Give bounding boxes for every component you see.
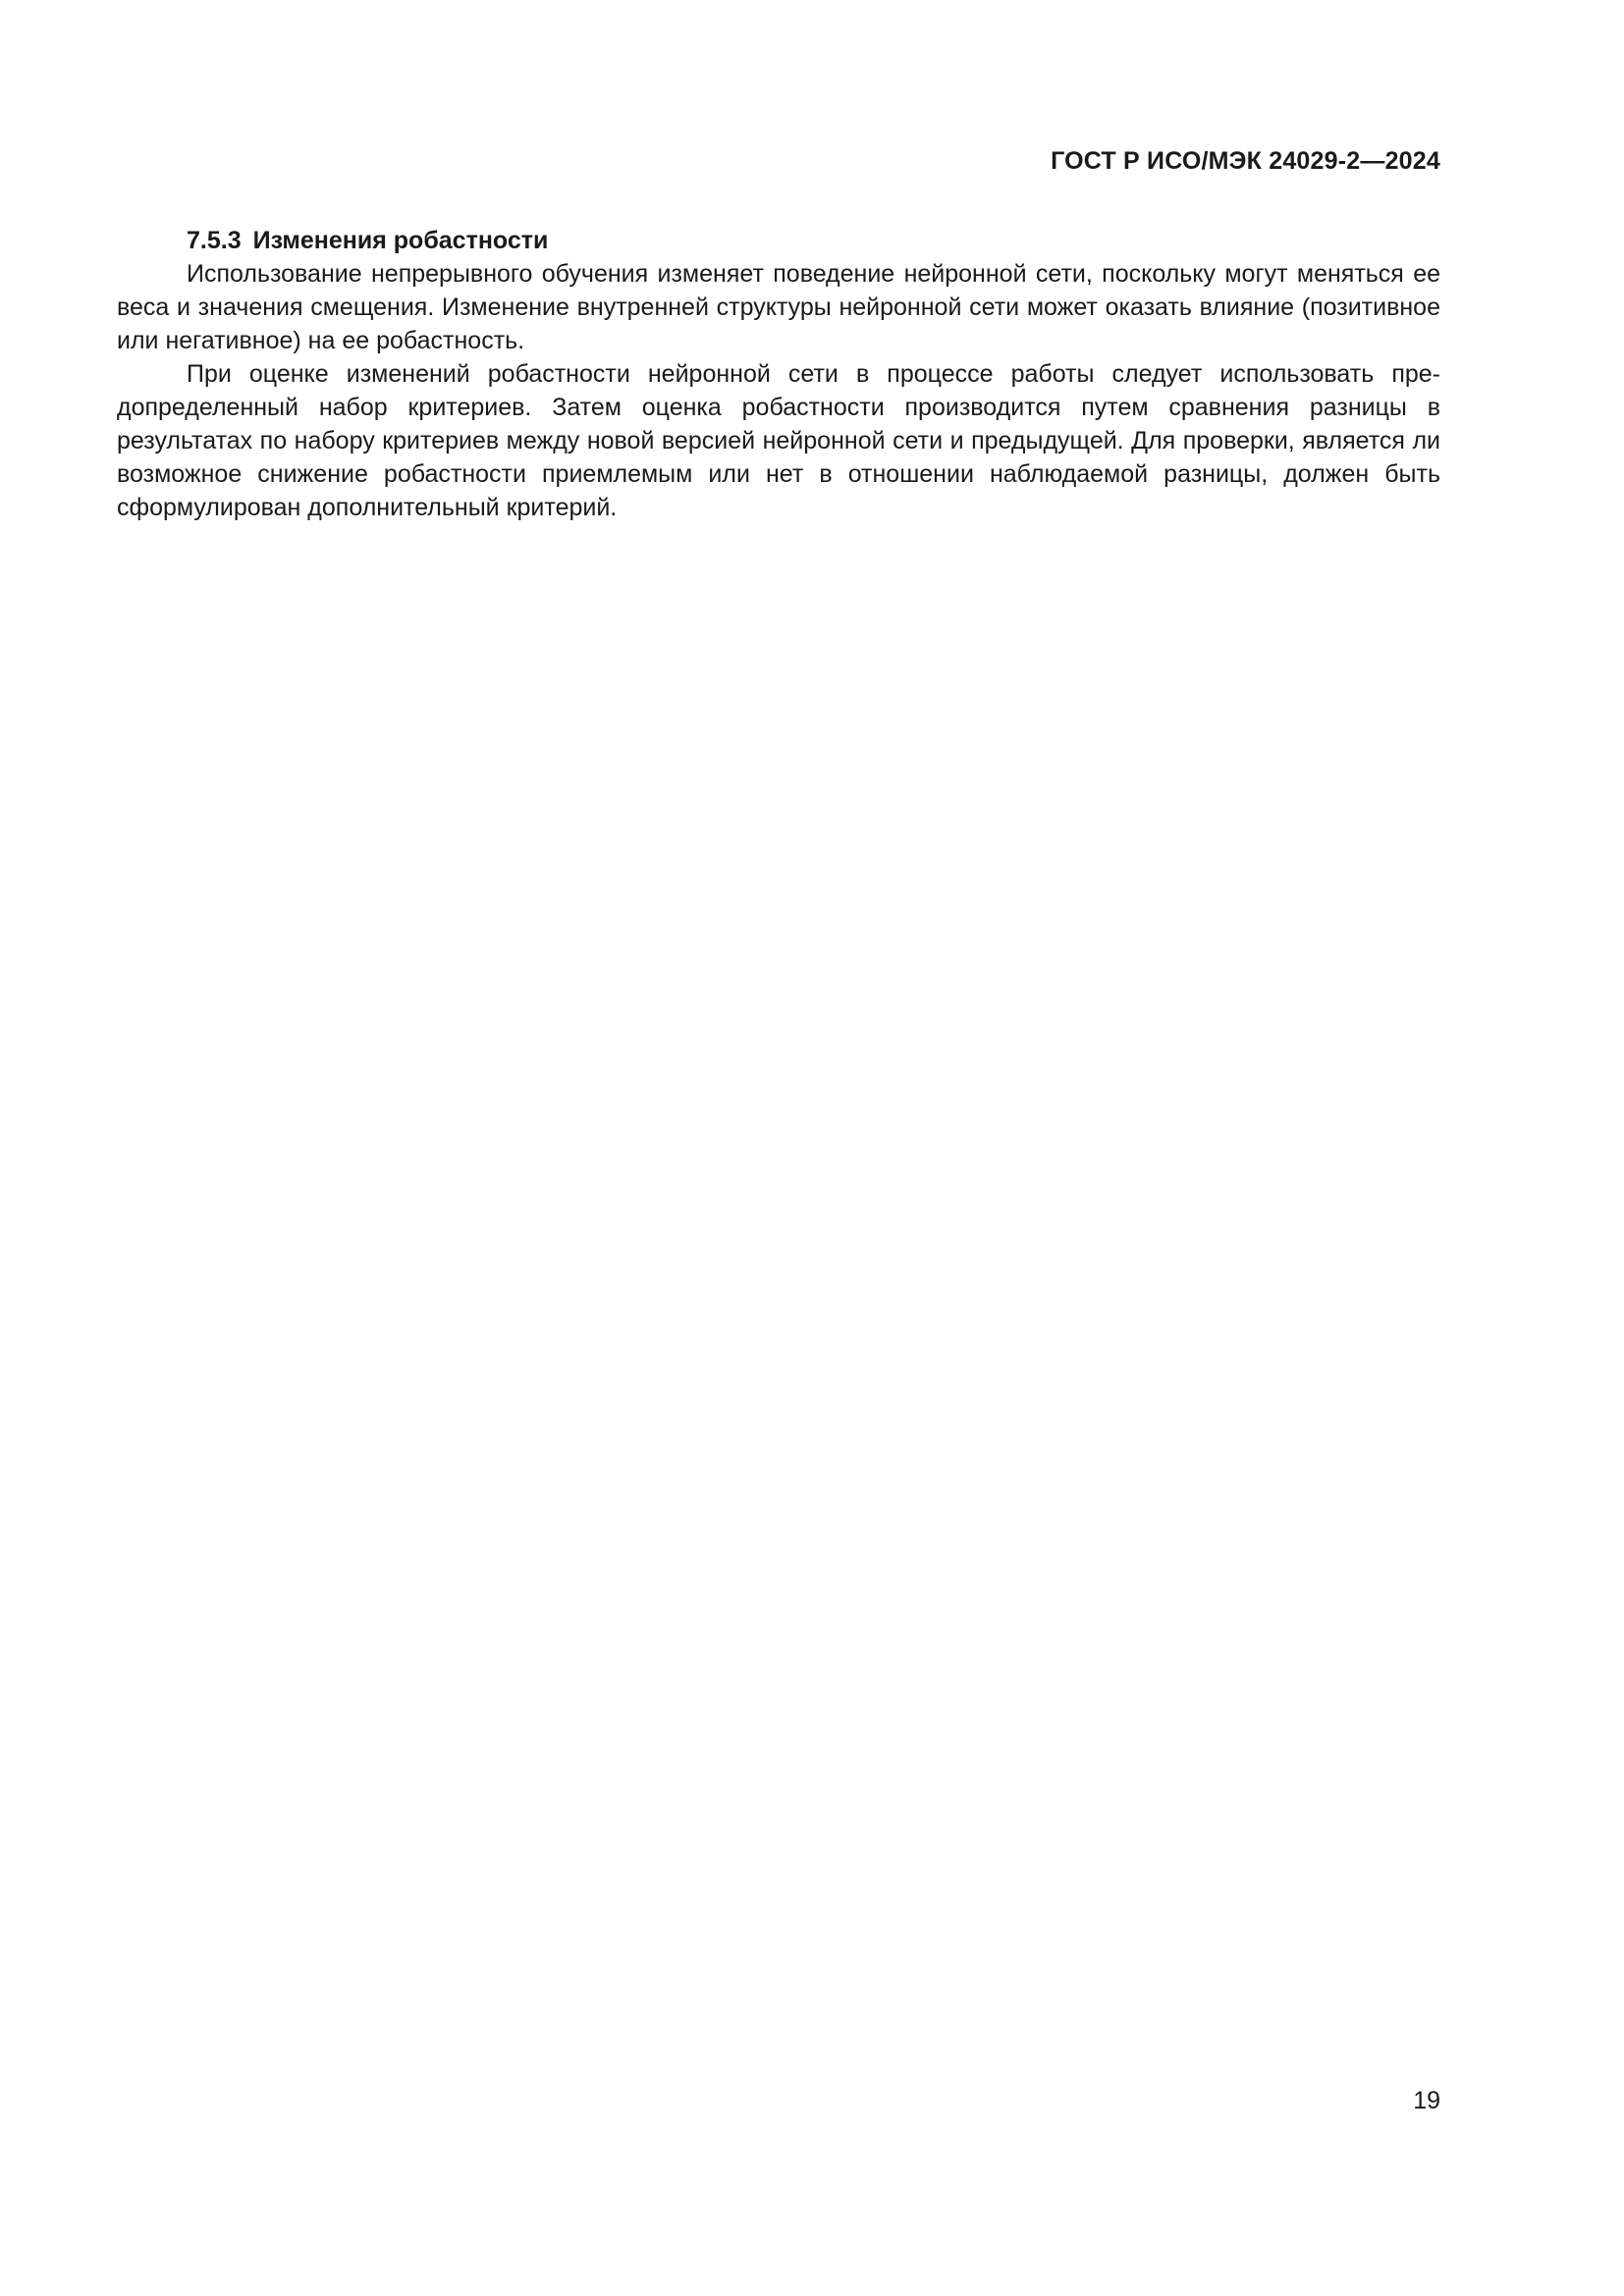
- paragraph-2: При оценке изменений робастности нейронной сети в процессе работы следует использовать предопределенный набор критериев. Затем оценка робастности производится путем сравнения разницы в результатах по набору критериев между новой версией нейронной сети и предыдущей. Для проверки, является ли возможное снижение робастности приемлемым или нет в отношении наблюдаемой разницы, должен быть сформулирован дополнительный критерий.: [117, 360, 1440, 521]
- document-standard-id: ГОСТ Р ИСО/МЭК 24029-2—2024: [1051, 147, 1440, 175]
- page-number: 19: [1413, 2087, 1440, 2114]
- section-content: [117, 224, 1440, 524]
- section-heading: [117, 224, 1440, 257]
- paragraph-1: Использование непрерывного обучения изменяет поведение нейронной сети, поскольку могут меняться ее веса и значения смещения. Изменение внутренней структуры нейронной сети может оказать влияние (позитивное или негативное) на ее робастность.: [117, 260, 1440, 354]
- section-number: 7.5.3: [187, 227, 242, 254]
- section-title: Изменения робастности: [252, 227, 549, 254]
